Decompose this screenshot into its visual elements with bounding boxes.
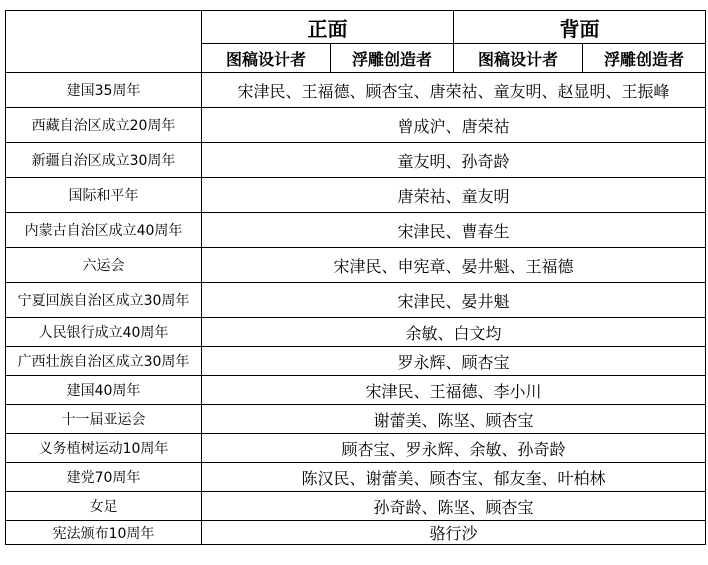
event-cell: 西藏自治区成立20周年 xyxy=(6,108,202,143)
people-cell: 谢蕾美、陈坚、顾杏宝 xyxy=(202,405,706,434)
event-cell: 新疆自治区成立30周年 xyxy=(6,143,202,178)
table-row xyxy=(6,318,706,347)
header-row-sides xyxy=(6,11,706,44)
header-front-sculptor: 浮雕创造者 xyxy=(331,44,454,73)
table-row xyxy=(6,143,706,178)
people-cell: 宋津民、申宪章、晏井魁、王福德 xyxy=(202,248,706,283)
people-cell: 陈汉民、谢蕾美、顾杏宝、郁友奎、叶柏林 xyxy=(202,463,706,492)
header-back-designer: 图稿设计者 xyxy=(454,44,583,73)
event-cell: 六运会 xyxy=(6,248,202,283)
people-cell: 唐荣祜、童友明 xyxy=(202,178,706,213)
event-cell: 人民银行成立40周年 xyxy=(6,318,202,347)
table-row xyxy=(6,463,706,492)
people-cell: 宋津民、晏井魁 xyxy=(202,283,706,318)
people-cell: 顾杏宝、罗永辉、余敏、孙奇龄 xyxy=(202,434,706,463)
table-row xyxy=(6,248,706,283)
event-cell: 建国40周年 xyxy=(6,376,202,405)
people-cell: 宋津民、王福德、顾杏宝、唐荣祜、童友明、赵显明、王振峰 xyxy=(202,73,706,108)
people-cell: 宋津民、曹春生 xyxy=(202,213,706,248)
event-cell: 建国35周年 xyxy=(6,73,202,108)
table-row xyxy=(6,434,706,463)
people-cell: 孙奇龄、陈坚、顾杏宝 xyxy=(202,492,706,521)
table-row xyxy=(6,108,706,143)
header-front-designer: 图稿设计者 xyxy=(202,44,331,73)
event-cell: 女足 xyxy=(6,492,202,521)
event-cell: 广西壮族自治区成立30周年 xyxy=(6,347,202,376)
table-row xyxy=(6,283,706,318)
people-cell: 宋津民、王福德、李小川 xyxy=(202,376,706,405)
table-row xyxy=(6,213,706,248)
event-cell: 国际和平年 xyxy=(6,178,202,213)
event-cell: 建党70周年 xyxy=(6,463,202,492)
people-cell: 童友明、孙奇龄 xyxy=(202,143,706,178)
coin-designers-table xyxy=(5,10,706,545)
table-row xyxy=(6,492,706,521)
header-back-sculptor: 浮雕创造者 xyxy=(583,44,706,73)
header-back: 背面 xyxy=(454,11,706,44)
table-row xyxy=(6,376,706,405)
event-cell: 宪法颁布10周年 xyxy=(6,521,202,545)
table-row xyxy=(6,73,706,108)
people-cell: 骆行沙 xyxy=(202,521,706,545)
people-cell: 余敏、白文均 xyxy=(202,318,706,347)
event-cell: 内蒙古自治区成立40周年 xyxy=(6,213,202,248)
table-row xyxy=(6,405,706,434)
table-row xyxy=(6,347,706,376)
table-row xyxy=(6,521,706,545)
people-cell: 曾成沪、唐荣祜 xyxy=(202,108,706,143)
table-row xyxy=(6,178,706,213)
event-cell: 宁夏回族自治区成立30周年 xyxy=(6,283,202,318)
people-cell: 罗永辉、顾杏宝 xyxy=(202,347,706,376)
header-front: 正面 xyxy=(202,11,454,44)
header-corner-cell xyxy=(6,11,202,73)
event-cell: 义务植树运动10周年 xyxy=(6,434,202,463)
event-cell: 十一届亚运会 xyxy=(6,405,202,434)
